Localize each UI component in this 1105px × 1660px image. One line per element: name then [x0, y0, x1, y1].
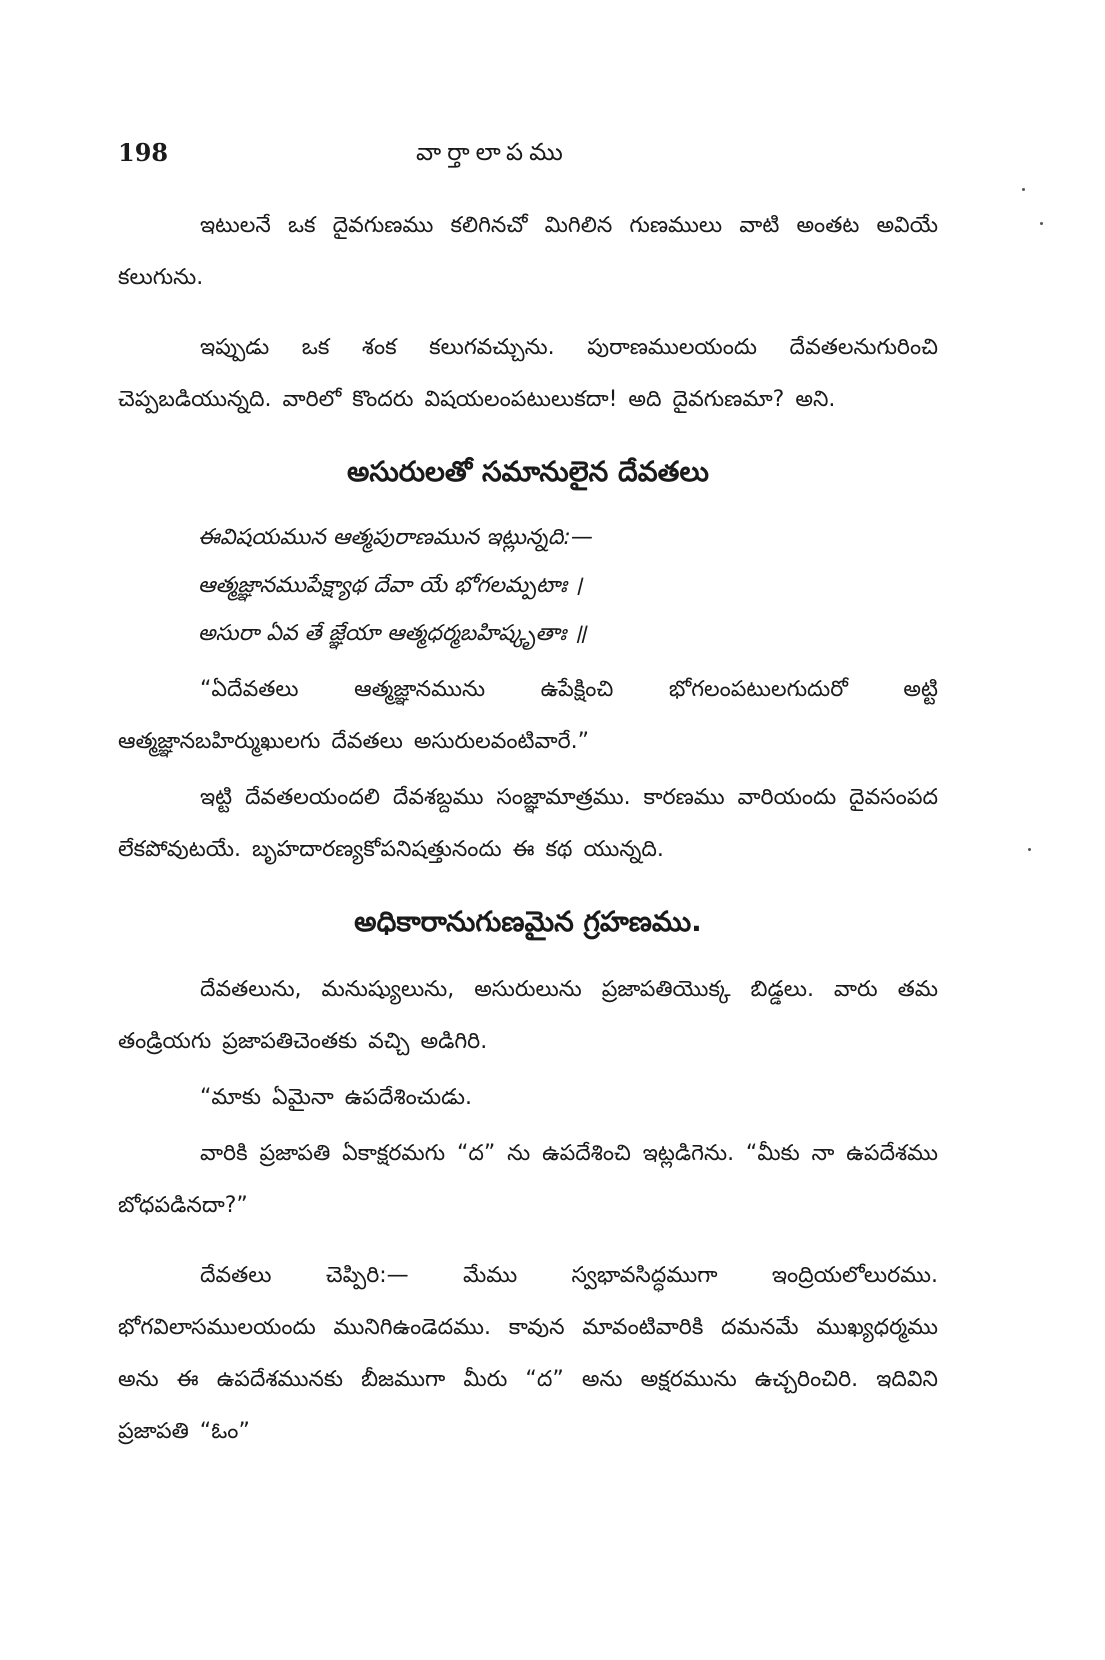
scan-speck [1028, 848, 1031, 851]
paragraph: వారికి ప్రజాపతి ఏకాక్షరమగు “ద” ను ఉపదేశించి ఇట్లడిగెను. “మీకు నా ఉపదేశము బోధపడినదా?” [118, 1141, 938, 1218]
paragraph: “మాకు ఏమైనా ఉపదేశించుడు. [200, 1085, 472, 1110]
verse-line: ఆత్మజ్ఞానముపేక్ష్యాథ దేవా యే భోగలమ్పటాః । [198, 573, 583, 598]
section-heading: అధికారానుగుణమైన గ్రహణము. [354, 905, 702, 938]
running-title: వార్తాలాపము [416, 138, 569, 166]
paragraph: దేవతలు చెప్పిరి:— మేము స్వభావసిద్ధముగా ఇంద్రియలోలురము. భోగవిలాసములయందు మునిగిఉండెదము. కావున మావంటివారికి దమనమే ముఖ్యధర్మము అను ఈ ఉపదేశమునకు బీజముగా మీరు “ద” అను అక్షరమును ఉచ్చరించిరి. ఇదివిని ప్రజాపతి “ఓం” [118, 1263, 938, 1444]
scan-speck [1040, 222, 1043, 225]
paragraph: ఇటులనే ఒక దైవగుణము కలిగినచో మిగిలిన గుణములు వాటి అంతట అవియే కలుగును. [118, 213, 938, 290]
verse-intro: ఈవిషయమున ఆత్మపురాణమున ఇట్లున్నది:— [198, 525, 593, 550]
page-body [118, 200, 938, 1476]
page-number: 198 [118, 138, 169, 167]
page-header [118, 138, 918, 178]
paragraph: ఇప్పుడు ఒక శంక కలుగవచ్చును. పురాణములయందు దేవతలనుగురించి చెప్పబడియున్నది. వారిలో కొందరు విషయలంపటులుకదా! అది దైవగుణమా? అని. [118, 335, 938, 412]
verse-block [118, 514, 938, 658]
paragraph: దేవతలును, మనుష్యులును, అసురులును ప్రజాపతియొక్క బిడ్డలు. వారు తమ తండ్రియగు ప్రజాపతిచెంతకు వచ్చి అడిగిరి. [118, 977, 938, 1054]
paragraph: ఇట్టి దేవతలయందలి దేవశబ్దము సంజ్ఞామాత్రము. కారణము వారియందు దైవసంపద లేకపోవుటయే. బృహదారణ్యకోపనిషత్తునందు ఈ కథ యున్నది. [118, 785, 938, 862]
scan-speck [1022, 188, 1025, 191]
section-heading: అసురులతో సమానులైన దేవతలు [347, 455, 709, 488]
paragraph: “ఏదేవతలు ఆత్మజ్ఞానమును ఉపేక్షించి భోగలంపటులగుదురో అట్టి ఆత్మజ్ఞానబహిర్ముఖులగు దేవతలు అసురులవంటివారే.” [118, 677, 938, 754]
verse-line: అసురా ఏవ తే జ్ఞేయా ఆత్మధర్మబహిష్కృతాః ॥ [198, 621, 587, 646]
